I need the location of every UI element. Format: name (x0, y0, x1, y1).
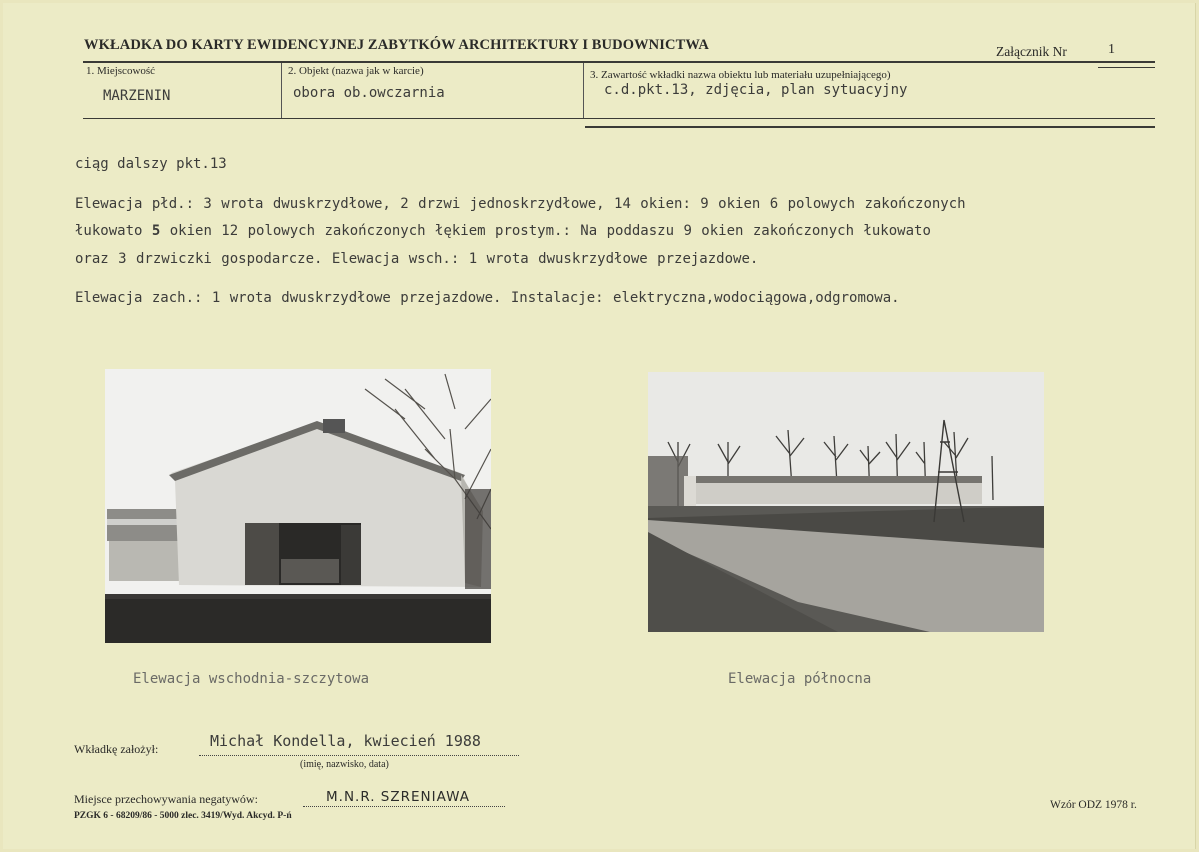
header-rule (83, 61, 1155, 63)
description-line-2-start: łukowato (75, 223, 152, 239)
photo-east-elevation (105, 369, 491, 643)
field-row-rule (83, 118, 1155, 119)
record-card (3, 3, 1196, 849)
overtyped-mark: 5 (151, 223, 161, 239)
locality-value: MARZENIN (103, 88, 171, 104)
header-rule-right (1098, 67, 1155, 68)
storage-value: M.N.R. SZRENIAWA (326, 789, 470, 805)
photo-north-elevation (648, 372, 1044, 632)
storage-underline (303, 806, 505, 807)
description-line-4: Elewacja zach.: 1 wrota dwuskrzydłowe przejazdowe. Instalacje: elektryczna,wodociągowa,odgromowa. (75, 290, 900, 306)
attachment-label: Załącznik Nr (996, 44, 1067, 59)
caption-east-elevation: Elewacja wschodnia-szczytowa (133, 671, 370, 687)
author-label: Wkładkę założył: (74, 742, 159, 756)
description-line-1: Elewacja płd.: 3 wrota dwuskrzydłowe, 2 drzwi jednoskrzydłowe, 14 okien: 9 okien 6 polowych zakończonych (75, 196, 966, 212)
field-row-rule-lower (585, 126, 1155, 128)
author-underline (199, 755, 519, 756)
object-label: 2. Objekt (nazwa jak w karcie) (288, 65, 424, 77)
caption-north-elevation: Elewacja północna (728, 671, 872, 687)
field-divider-1 (281, 63, 282, 119)
barn-gable-photo (105, 369, 491, 643)
continuation-line: ciąg dalszy pkt.13 (75, 156, 227, 172)
print-info: PZGK 6 - 68209/86 - 5000 zlec. 3419/Wyd. Akcyd. P-ń (74, 811, 292, 821)
farm-building-photo (648, 372, 1044, 632)
attachment-number: 1 (1108, 42, 1115, 57)
author-hint: (imię, nazwisko, data) (300, 759, 389, 770)
author-value: Michał Kondella, kwiecień 1988 (210, 732, 481, 750)
field-divider-2 (583, 63, 584, 119)
locality-label: 1. Miejscowość (86, 65, 156, 77)
storage-label: Miejsce przechowywania negatywów: (74, 792, 258, 806)
description-line-2 (75, 223, 931, 239)
form-model: Wzór ODZ 1978 r. (1050, 799, 1137, 811)
description-line-3: oraz 3 drzwiczki gospodarcze. Elewacja wsch.: 1 wrota dwuskrzydłowe przejazdowe. (75, 251, 759, 267)
content-value: c.d.pkt.13, zdjęcia, plan sytuacyjny (604, 82, 908, 98)
content-label: 3. Zawartość wkładki nazwa obiektu lub materiału uzupełniającego) (590, 69, 891, 81)
form-title: WKŁADKA DO KARTY EWIDENCYJNEJ ZABYTKÓW ARCHITEKTURY I BUDOWNICTWA (84, 37, 709, 53)
object-value: obora ob.owczarnia (293, 85, 445, 101)
description-line-2-end: okien 12 polowych zakończonych łękiem prostym.: Na poddaszu 9 okien zakończonych łukowato (160, 223, 931, 239)
